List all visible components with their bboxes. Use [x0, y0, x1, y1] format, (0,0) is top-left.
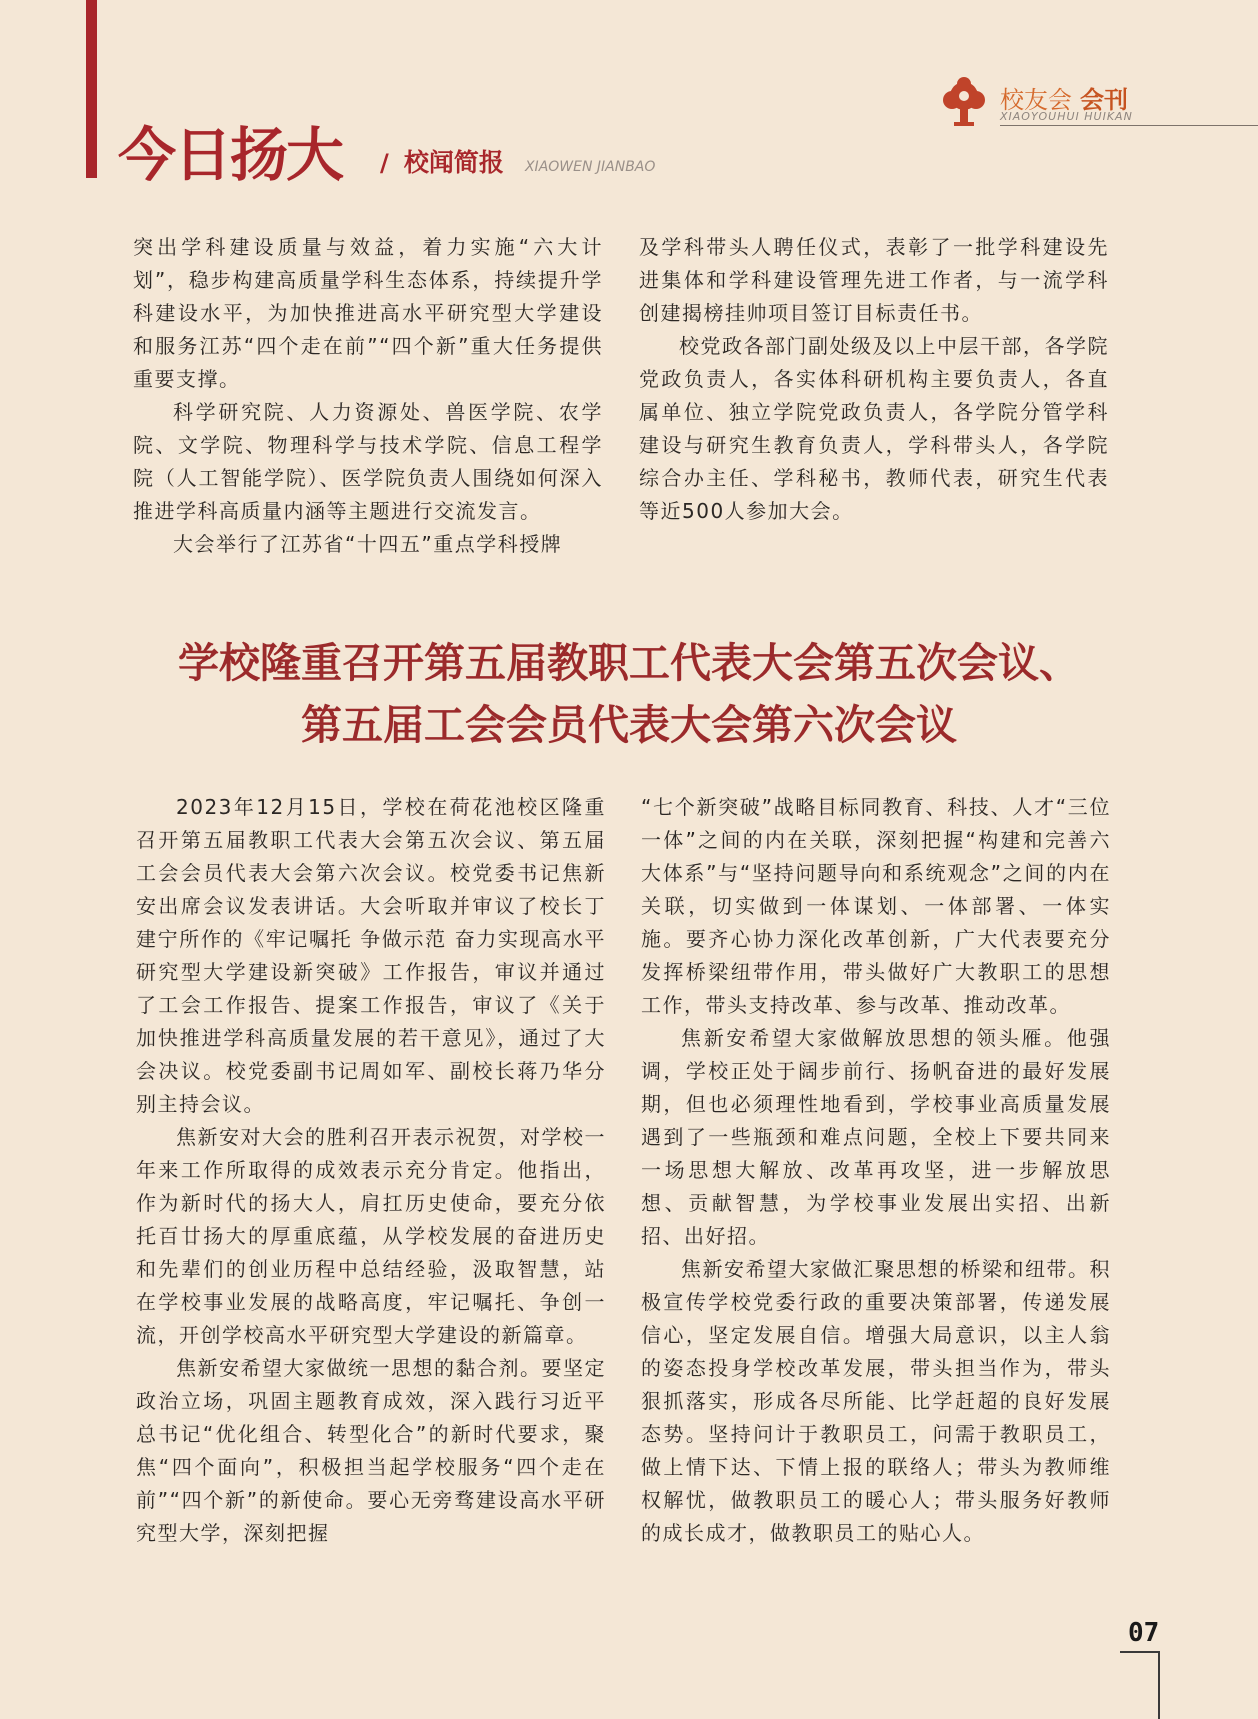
- subsection-title-zh: 校闻简报: [403, 148, 504, 177]
- top-article-left-column: [133, 231, 603, 561]
- page-corner-line: [1120, 1651, 1160, 1653]
- paragraph: 焦新安希望大家做汇聚思想的桥梁和纽带。积极宣传学校党委行政的重要决策部署，传递发展信心，坚定发展自信。增强大局意识，以主人翁的姿态投身学校改革发展，带头担当作为，带头狠抓落实，形成各尽所能、比学赶超的良好发展态势。坚持问计于教职员工，问需于教职员工，做上情下达、下情上报的联络人；带头为教师维权解忧，做教职员工的暖心人；带头服务好教师的成长成才，做教职员工的贴心人。: [641, 1257, 1111, 1545]
- subsection-title-en: XIAOWEN JIANBAO: [524, 159, 656, 175]
- paragraph: 大会举行了江苏省“十四五”重点学科授牌: [173, 532, 563, 556]
- article-headline-line-1: 学校隆重召开第五届教职工代表大会第五次会议、: [178, 639, 1080, 687]
- logo-title-strong: 会刊: [1080, 86, 1128, 114]
- paragraph: 及学科带头人聘任仪式，表彰了一批学科建设先进集体和学科建设管理先进工作者，与一流学科创建揭榜挂帅项目签订目标责任书。: [639, 235, 1109, 325]
- logo-title-en: XIAOYOUHUI HUIKAN: [1000, 110, 1133, 123]
- tree-seal-icon: [938, 76, 990, 128]
- logo-title-zh: 校友会: [1000, 86, 1072, 114]
- subsection-slash: /: [380, 149, 389, 177]
- paragraph: 焦新安对大会的胜利召开表示祝贺，对学校一年来工作所取得的成效表示充分肯定。他指出，作为新时代的扬大人，肩扛历史使命，要充分依托百廿扬大的厚重底蕴，从学校发展的奋进历史和先辈们的创业历程中总结经验，汲取智慧，站在学校事业发展的战略高度，牢记嘱托、争创一流，开创学校高水平研究型大学建设的新篇章。: [136, 1125, 606, 1347]
- main-article-right-column: [641, 791, 1111, 1550]
- paragraph: 科学研究院、人力资源处、兽医学院、农学院、文学院、物理科学与技术学院、信息工程学院（人工智能学院）、医学院负责人围绕如何深入推进学科高质量内涵等主题进行交流发言。: [133, 400, 603, 523]
- header-rule: [1000, 125, 1258, 126]
- page-number: 07: [1128, 1618, 1160, 1648]
- paragraph: 突出学科建设质量与效益，着力实施“六大计划”，稳步构建高质量学科生态体系，持续提升学科建设水平，为加快推进高水平研究型大学建设和服务江苏“四个走在前”“四个新”重大任务提供重要支撑。: [133, 235, 603, 391]
- page-corner-line-vertical: [1158, 1651, 1160, 1719]
- section-accent-bar: [86, 0, 97, 178]
- section-title: 今日扬大: [118, 121, 343, 189]
- subsection-header: [380, 143, 655, 179]
- paragraph: 焦新安希望大家做统一思想的黏合剂。要坚定政治立场，巩固主题教育成效，深入践行习近平总书记“优化组合、转型化合”的新时代要求，聚焦“四个面向”，积极担当起学校服务“四个走在前”“四个新”的新使命。要心无旁骛建设高水平研究型大学，深刻把握: [136, 1356, 606, 1545]
- paragraph: 2023年12月15日，学校在荷花池校区隆重召开第五届教职工代表大会第五次会议、第五届工会会员代表大会第六次会议。校党委书记焦新安出席会议发表讲话。大会听取并审议了校长丁建宁所作的《牢记嘱托 争做示范 奋力实现高水平研究型大学建设新突破》工作报告，审议并通过了工会工作报告、提案工作报告，审议了《关于加快推进学科高质量发展的若干意见》，通过了大会决议。校党委副书记周如军、副校长蒋乃华分别主持会议。: [136, 795, 606, 1116]
- paragraph: “七个新突破”战略目标同教育、科技、人才“三位一体”之间的内在关联，深刻把握“构建和完善六大体系”与“坚持问题导向和系统观念”之间的内在关联，切实做到一体谋划、一体部署、一体实施。要齐心协力深化改革创新，广大代表要充分发挥桥梁纽带作用，带头做好广大教职工的思想工作，带头支持改革、参与改革、推动改革。: [641, 795, 1111, 1017]
- article-headline-line-2: 第五届工会会员代表大会第六次会议: [301, 701, 957, 749]
- journal-logo: [938, 76, 1258, 136]
- top-article-right-column: [639, 231, 1109, 528]
- paragraph: 焦新安希望大家做解放思想的领头雁。他强调，学校正处于阔步前行、扬帆奋进的最好发展期，但也必须理性地看到，学校事业高质量发展遇到了一些瓶颈和难点问题，全校上下要共同来一场思想大解放、改革再攻坚，进一步解放思想、贡献智慧，为学校事业发展出实招、出新招、出好招。: [641, 1026, 1111, 1248]
- main-article-left-column: [136, 791, 606, 1550]
- paragraph: 校党政各部门副处级及以上中层干部，各学院党政负责人，各实体科研机构主要负责人，各直属单位、独立学院党政负责人，各学院分管学科建设与研究生教育负责人，学科带头人，各学院综合办主任、学科秘书，教师代表，研究生代表等近500人参加大会。: [639, 334, 1109, 523]
